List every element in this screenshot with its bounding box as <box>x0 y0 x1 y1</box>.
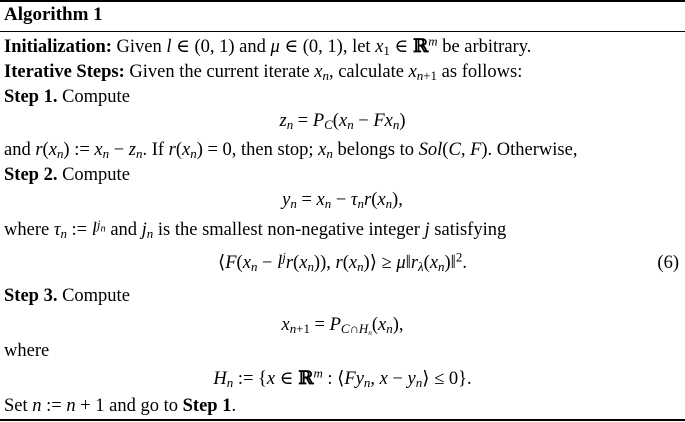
equation-number: (6) <box>657 253 679 273</box>
step3-text: Compute <box>62 286 130 306</box>
step3-line <box>4 285 130 307</box>
step1-label: Step 1. <box>4 87 58 107</box>
top-rule <box>0 0 685 2</box>
step3-equation: $x_{n+1} = P_{C\cap H_n}(x_n)$, <box>281 315 404 338</box>
iterative-steps-label: Iterative Steps: <box>4 62 125 82</box>
step2-where-line: where $\tau_n$ := $l^{j_n}$ and $j_n$ is the smallest non-negative integer j satisfying <box>4 216 507 242</box>
step3-label: Step 3. <box>4 286 58 306</box>
goto-text: and go to <box>109 396 179 416</box>
step1-line <box>4 86 130 108</box>
title-rule <box>0 31 685 32</box>
step2-label: Step 2. <box>4 165 58 185</box>
iterative-steps-text: Given the current iterate $x_n$, calculate $x_{n+1}$ as follows: <box>129 62 523 84</box>
step2-equation: $y_n = x_n - \tau_nr(x_n)$, <box>282 190 403 212</box>
where-label: where <box>4 341 50 361</box>
set-line: Set n := n + 1 and go to Step 1. <box>4 396 237 416</box>
algorithm-title: Algorithm 1 <box>4 4 103 25</box>
halfspace-definition: $H_n$ := {x ∈ ℝ$^m$ : $⟨Fy_n$, $x - y_n⟩ \le 0$}. <box>213 365 472 391</box>
step1-equation: $z_n = P_C(x_n - Fx_n)$ <box>279 111 406 133</box>
step2-line <box>4 164 130 186</box>
initialization-label: Initialization: <box>4 37 112 57</box>
initialization-line <box>4 33 532 59</box>
step1-stop-condition: and $r(x_n)$ := $x_n - z_n$. If $r(x_n) = 0$, then stop; $x_n$ belongs to Sol(C, F). Otherwise, <box>4 140 578 162</box>
armijo-inequality: $⟨F(x_n - l^jr(x_n))$, $r(x_n)⟩$ ≥ $\mu‖r_\lambda(x_n)‖^2$. (6) <box>218 249 679 275</box>
initialization-text: Given l ∈ (0, 1) and μ ∈ (0, 1), let $x_1$ ∈ ℝ$^m$ be arbitrary. <box>116 33 532 59</box>
step1-text: Compute <box>62 87 130 107</box>
iterative-steps-line <box>4 61 522 83</box>
set-text: Set <box>4 396 28 416</box>
bottom-rule <box>0 419 685 421</box>
where-line <box>4 340 49 362</box>
goto-step-label: Step 1 <box>182 396 232 416</box>
step2-text: Compute <box>62 165 130 185</box>
